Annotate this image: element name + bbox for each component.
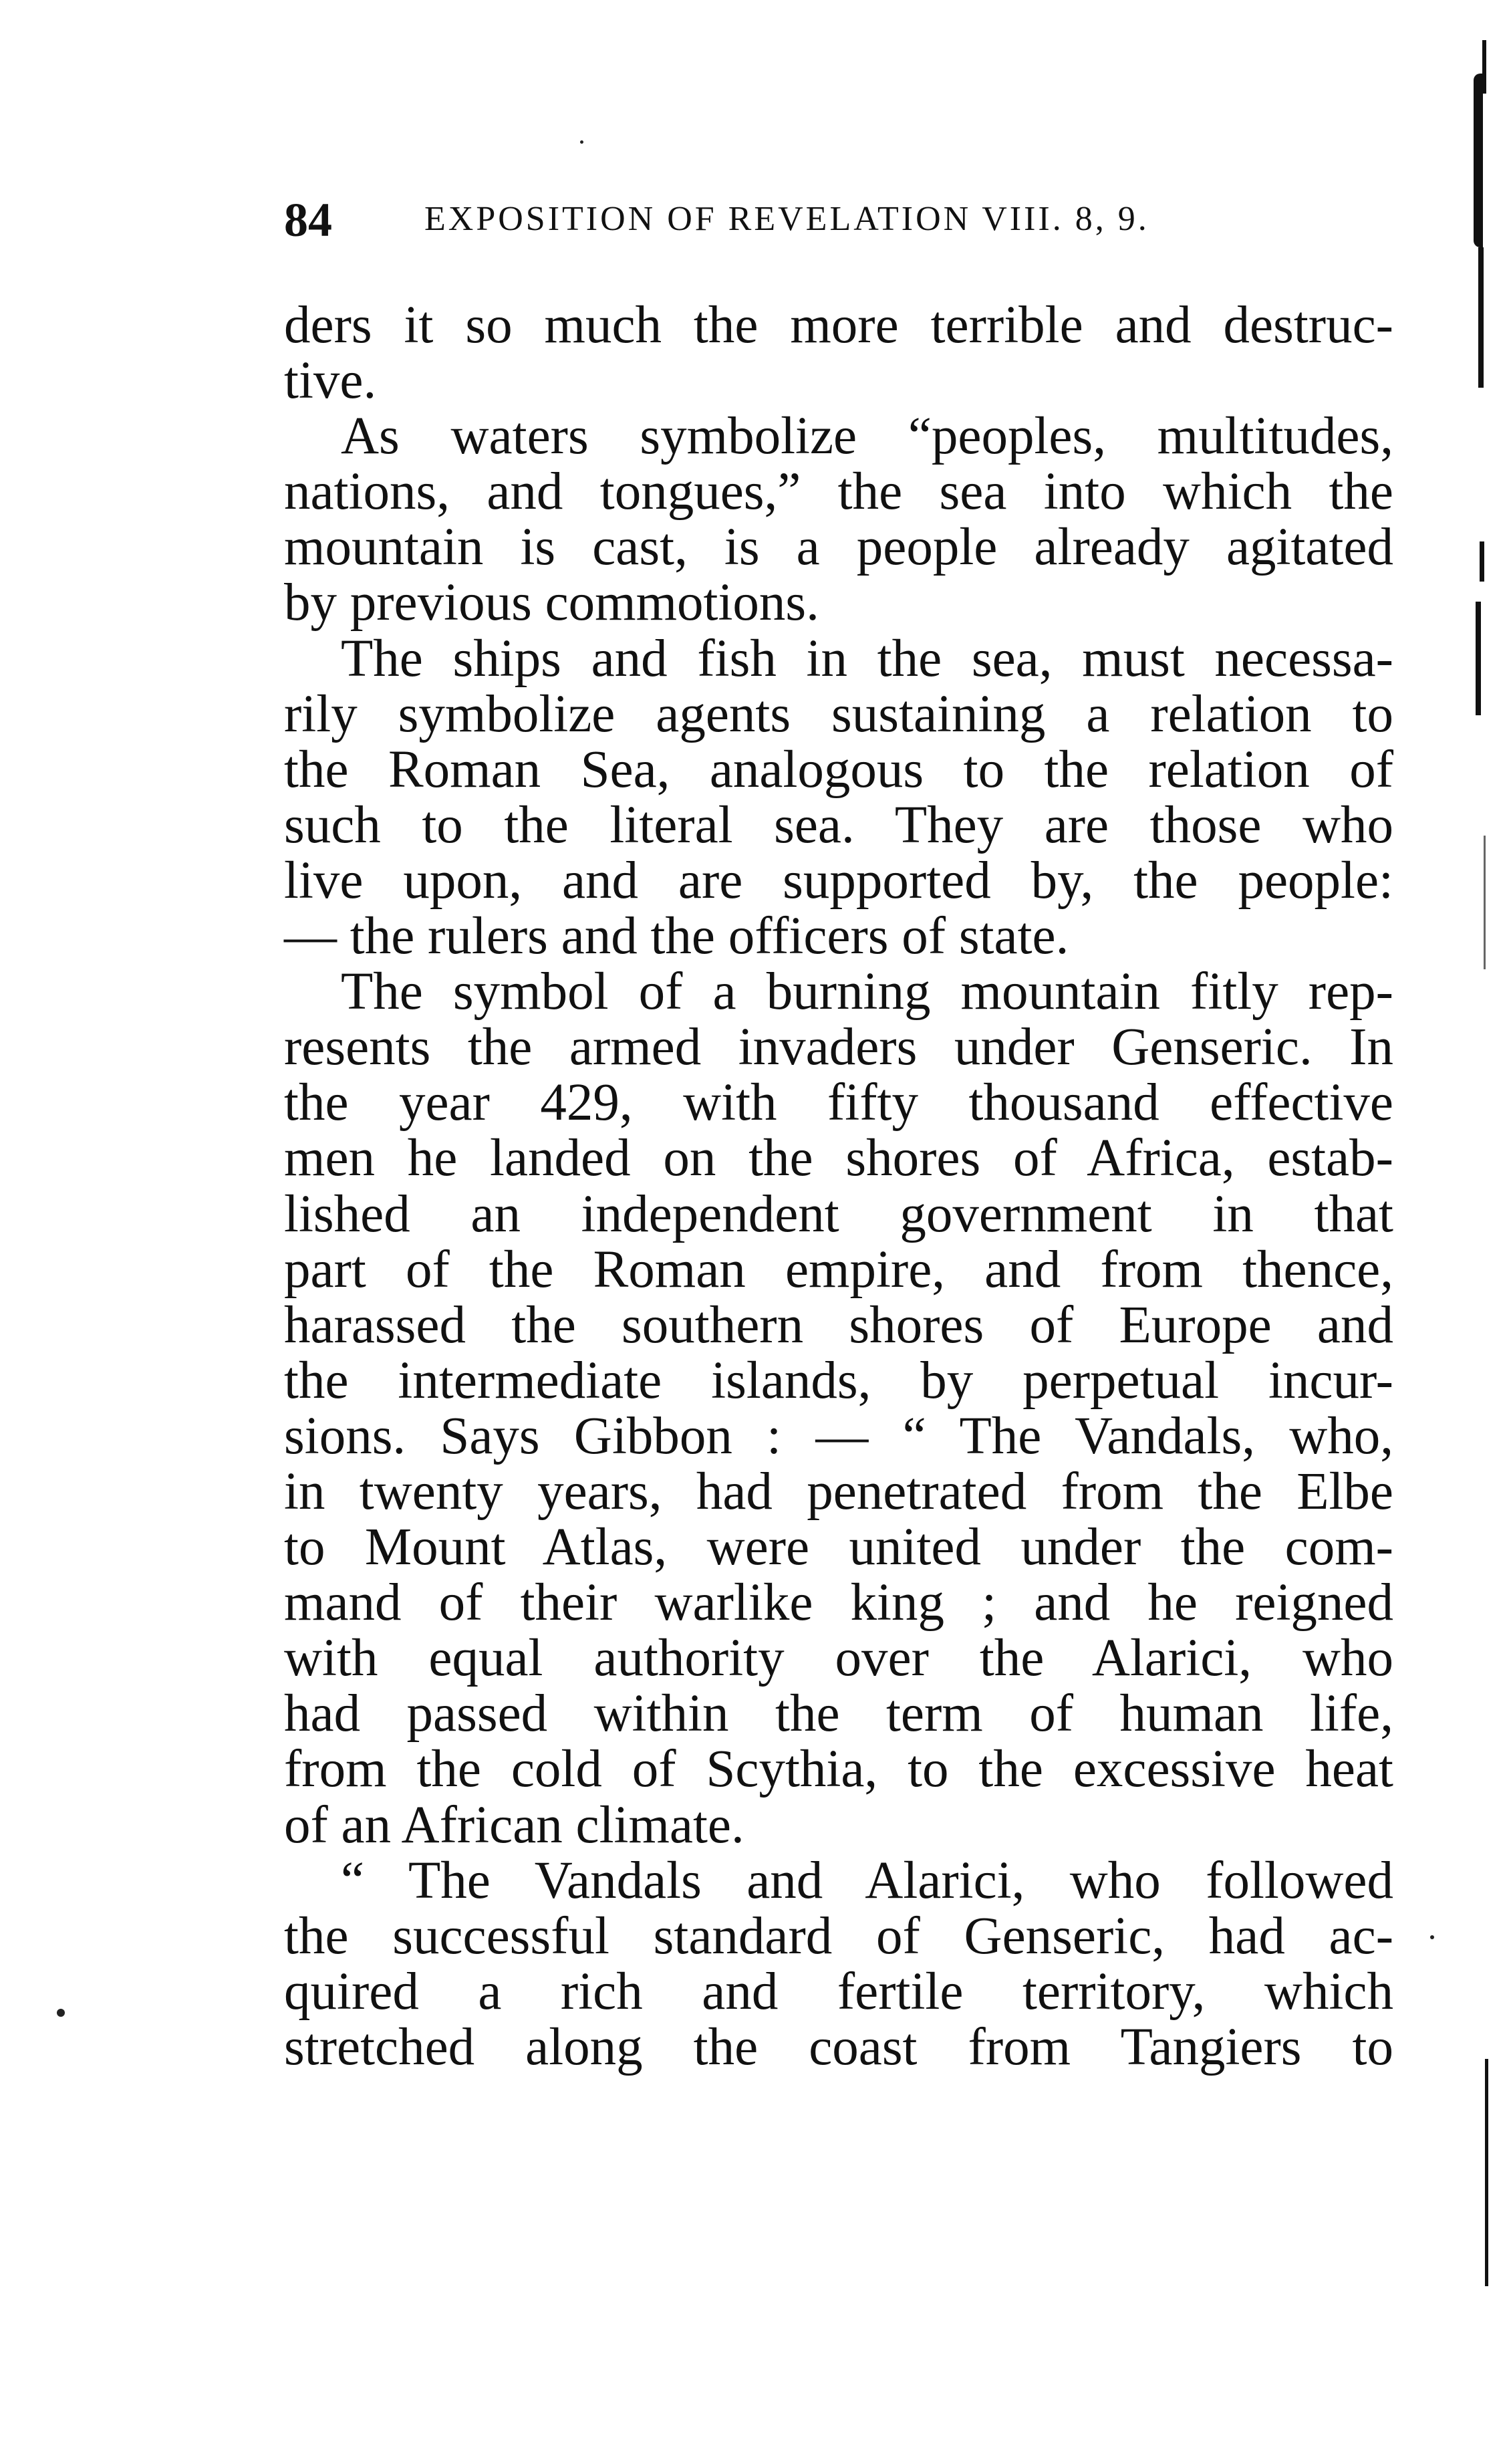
binding-edge-mark (1482, 40, 1486, 94)
text-line: quired a rich and fertile territory, which (284, 1962, 1393, 2021)
binding-edge-mark (1474, 74, 1483, 247)
text-line: the year 429, with fifty thousand effective (284, 1074, 1393, 1132)
binding-edge-mark (1476, 602, 1481, 715)
text-line: tive. (284, 352, 377, 410)
running-title: EXPOSITION OF REVELATION VIII. 8, 9. (424, 200, 1149, 238)
text-line: such to the literal sea. They are those who (284, 795, 1393, 854)
scan-speck (57, 2009, 65, 2017)
text-line: mand of their warlike king ; and he reigned (284, 1574, 1393, 1632)
binding-edge-mark (1485, 2059, 1488, 2286)
text-line: The symbol of a burning mountain fitly rep- (341, 963, 1393, 1021)
text-line: with equal authority over the Alarici, who (284, 1629, 1393, 1688)
text-line: stretched along the coast from Tangiers to (284, 2017, 1393, 2076)
text-line: resents the armed invaders under Genseric. In (284, 1018, 1393, 1077)
text-line: by previous commotions. (284, 574, 819, 632)
binding-edge-mark (1478, 247, 1484, 388)
text-line: mountain is cast, is a people already agitated (284, 518, 1393, 577)
text-line: men he landed on the shores of Africa, estab- (284, 1129, 1393, 1188)
text-line: in twenty years, had penetrated from the Elbe (284, 1462, 1393, 1521)
text-line: live upon, and are supported by, the people: (284, 851, 1393, 910)
text-line: nations, and tongues,” the sea into which the (284, 463, 1393, 521)
text-line: the successful standard of Genseric, had ac- (284, 1906, 1393, 1965)
text-line: had passed within the term of human life, (284, 1685, 1393, 1743)
page-number: 84 (284, 193, 332, 247)
page-header (284, 193, 1393, 253)
text-line: of an African climate. (284, 1796, 744, 1854)
text-line: from the cold of Scythia, to the excessive heat (284, 1740, 1393, 1799)
binding-edge-mark (1480, 541, 1484, 582)
text-line: “ The Vandals and Alarici, who followed (341, 1851, 1393, 1910)
text-line: the Roman Sea, analogous to the relation of (284, 740, 1393, 799)
text-line: The ships and fish in the sea, must necessa- (341, 629, 1393, 688)
scan-speck (580, 140, 583, 144)
text-line: harassed the southern shores of Europe and (284, 1296, 1393, 1354)
text-line: — the rulers and the officers of state. (284, 907, 1069, 966)
text-line: to Mount Atlas, were united under the com- (284, 1518, 1393, 1577)
text-line: lished an independent government in that (284, 1185, 1393, 1243)
body-text (284, 297, 1393, 2075)
text-line: As waters symbolize “peoples, multitudes, (341, 407, 1393, 466)
scan-speck (1430, 1935, 1434, 1939)
binding-edge-mark (1484, 836, 1486, 969)
text-line: part of the Roman empire, and from thence, (284, 1240, 1393, 1299)
text-line: rily symbolize agents sustaining a relation to (284, 685, 1393, 743)
text-line: ders it so much the more terrible and destruc- (284, 296, 1393, 354)
text-line: the intermediate islands, by perpetual incur- (284, 1351, 1393, 1410)
text-line: sions. Says Gibbon : — “ The Vandals, who, (284, 1406, 1393, 1465)
